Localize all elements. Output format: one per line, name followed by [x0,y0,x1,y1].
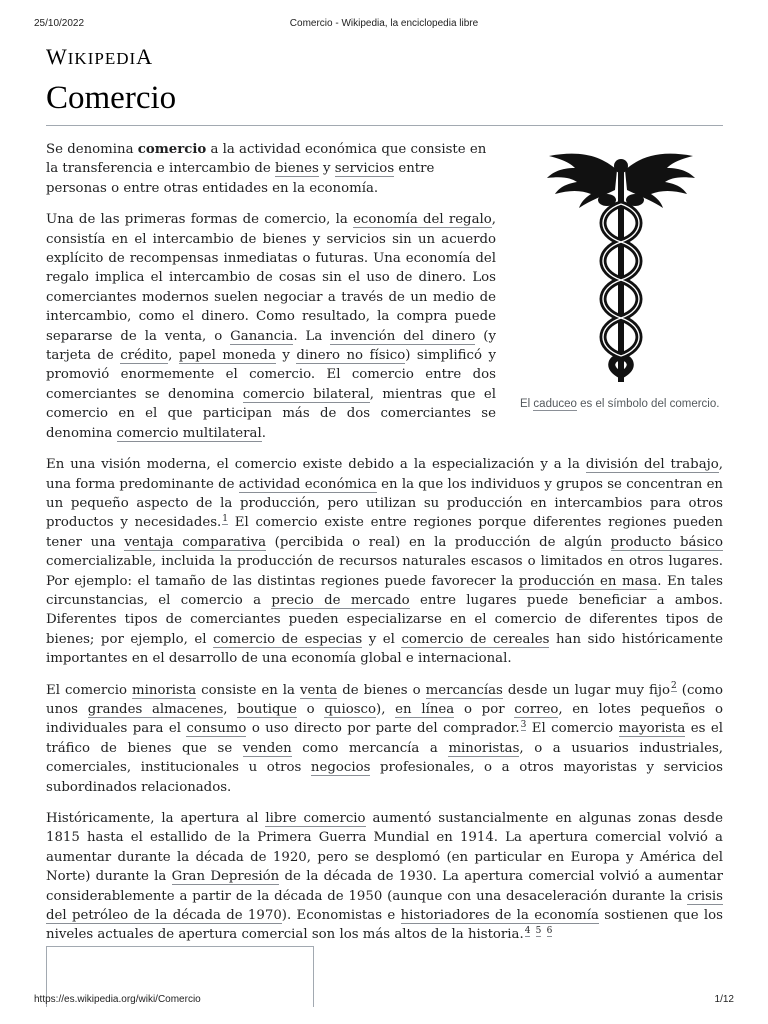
en-linea-link[interactable]: en línea [395,701,455,717]
caption-text: El [520,398,534,410]
caduceus-icon [541,142,701,387]
text: a la actividad económica que consiste en la transferencia e intercambio de [46,142,487,177]
ganancia-link[interactable]: Ganancia [230,328,294,344]
text: y el [362,631,402,647]
paragraph-modern-view [46,455,723,668]
reference-link[interactable]: 6 [546,926,553,937]
negocios-link[interactable]: negocios [310,760,371,776]
bold-term: comercio [137,142,207,157]
text: . En tales circunstancias, el comercio a [46,573,723,608]
text: y [318,161,335,177]
text: En una visión moderna, el comercio existe debido a la especialización y a la [46,457,586,473]
paragraph-history [46,809,723,945]
text: (percibida o real) en la producción de algún [266,534,611,550]
actividad-economica-link[interactable]: actividad económica [238,476,377,492]
caduceus-image[interactable] [518,142,723,392]
text: Históricamente, la apertura al [46,811,266,826]
print-page-title: Comercio - Wikipedia, la enciclopedia libre [289,18,479,29]
text: o [296,701,325,717]
text: o por [454,701,515,717]
venden-link[interactable]: venden [242,740,292,756]
grandes-almacenes-link[interactable]: grandes almacenes [87,701,224,717]
comercio-multilateral-link[interactable]: comercio multilateral [116,425,262,441]
text: , consistía en el intercambio de bienes y servicios sin un acuerdo explícito de recompensas inmediatas o futuras. Una economía del regalo implica el intercambio de cosas sin el uso de dinero. Los comerciantes modernos suelen negociar a través de un medio de intercambio, como el dinero. Como resultado, la compra puede separarse de la venta, o [46,212,496,344]
reference-link[interactable]: 4 [524,926,531,937]
article-body [46,140,723,957]
text: El comercio [526,721,619,737]
precio-de-mercado-link[interactable]: precio de mercado [271,592,410,608]
text: han sido históricamente importantes en el desarrollo de una economía global e internacional. [46,631,723,667]
text: Se denomina [46,142,138,157]
text: , [223,701,238,717]
text: sostienen que los niveles actuales de apertura comercial son los más altos de la historia. [46,908,723,943]
correo-link[interactable]: correo [514,701,559,717]
produccion-en-masa-link[interactable]: producción en masa [518,573,658,589]
text: de bienes o [337,682,426,698]
text: , una forma predominante de [46,457,723,492]
consumo-link[interactable]: consumo [186,721,247,737]
text: . [261,425,266,441]
caption-text: es el símbolo del comercio. [576,398,720,410]
servicios-link[interactable]: servicios [334,161,395,177]
wordmark-middle: IKIPEDI [67,49,137,68]
dinero-no-fisico-link[interactable]: dinero no físico [296,348,406,364]
text: y [275,348,297,364]
minorista-link[interactable]: minorista [132,682,197,698]
text: comercializable, incluida la producción de recursos naturales escasos o limitados en otros lugares. Por ejemplo: el tamaño de las distintas regiones puede favorecer la [46,554,723,589]
text: ). Economistas e [281,908,401,924]
text: , en lotes pequeños o individuales para el [46,701,723,737]
page-number: 1/12 [714,994,734,1005]
text: aumentó sustancialmente en algunas zonas desde 1815 hasta el estallido de la Primera Guerra Mundial en 1914. La apertura comercial volvió a aumentar durante la década de 1920, pero se desplomó (en particular en Europa y América del Norte) durante la [46,811,724,885]
libre-comercio-link[interactable]: libre comercio [265,811,366,826]
wordmark-final: A [136,44,154,69]
economia-del-regalo-link[interactable]: economía del regalo [353,212,492,228]
reference-link[interactable]: 3 [520,719,527,730]
text: consiste en la [196,682,301,698]
quiosco-link[interactable]: quiosco [324,701,376,717]
text: profesionales, o a otros mayoristas y servicios subordinados relacionados. [46,760,723,795]
papel-moneda-link[interactable]: papel moneda [178,348,276,364]
text: desde un lugar muy fijo [502,682,670,698]
venta-link[interactable]: venta [300,682,338,698]
text: , mientras que el comercio en el que participan más de dos comerciantes se denomina [46,386,496,441]
caduceo-link[interactable]: caduceo [533,398,577,410]
title-divider [46,125,723,126]
mercancias-link[interactable]: mercancías [425,682,503,698]
text: Una de las primeras formas de comercio, la [46,212,354,228]
text: como mercancía a [291,740,449,756]
ventaja-comparativa-link[interactable]: ventaja comparativa [124,534,267,550]
crisis-del-petroleo-link[interactable]: crisis del petróleo de la década de 1970 [46,888,723,924]
bienes-link[interactable]: bienes [274,161,319,177]
text: o uso directo por parte del comprador. [246,721,520,737]
invencion-del-dinero-link[interactable]: invención del dinero [330,328,476,344]
text: entre personas o entre otras entidades en la economía. [46,161,435,196]
text: es el tráfico de bienes que se [46,721,723,756]
minoristas-link[interactable]: minoristas [448,740,520,756]
reference-link[interactable]: 5 [535,926,542,937]
comercio-de-cereales-link[interactable]: comercio de cereales [401,631,550,647]
division-del-trabajo-link[interactable]: división del trabajo [585,457,719,473]
credito-link[interactable]: crédito [120,348,169,364]
text: , [168,348,179,364]
text: en la que los individuos y grupos se concentran en un pequeño aspecto de la producción, pero utilizan su producción en intercambios para otros productos y necesidades. [46,476,723,531]
paragraph-retail [46,681,723,797]
text: ) simplificó y promovió enormemente el comercio. El comercio entre dos comerciantes se denomina [46,348,496,402]
text: ), [376,701,396,717]
figure-caduceus [518,142,723,413]
text: (y tarjeta de [46,328,496,364]
text: , o a usuarios industriales, comerciales, institucionales u otros [46,740,723,776]
comercio-de-especias-link[interactable]: comercio de especias [213,631,363,647]
historiadores-de-la-economia-link[interactable]: historiadores de la economía [400,908,599,924]
wordmark-initial: W [46,44,68,69]
mayorista-link[interactable]: mayorista [618,721,686,737]
text: El comercio [46,682,133,698]
print-footer [0,994,768,1008]
print-url: https://es.wikipedia.org/wiki/Comercio [34,994,201,1005]
text: . La [293,328,331,344]
text: de la década de 1930. La apertura comercial volvió a aumentar considerablemente a partir de la década de 1950 (aunque con una desaceleración durante la [46,869,723,904]
text: entre lugares puede beneficiar a ambos. Diferentes tipos de comerciantes pueden especializarse en el comercio de diferentes tipos de bienes; por ejemplo, el [46,592,723,647]
page-title: Comercio [46,80,177,116]
reference-link[interactable]: 1 [222,513,229,524]
wikipedia-wordmark[interactable] [46,44,153,70]
figure-caption [518,392,723,413]
comercio-bilateral-link[interactable]: comercio bilateral [242,386,370,402]
print-header [0,18,768,32]
reference-link[interactable]: 2 [671,681,677,692]
producto-basico-link[interactable]: producto básico [610,534,723,550]
boutique-link[interactable]: boutique [237,701,297,717]
text: (como unos [46,682,724,717]
print-date: 25/10/2022 [34,18,85,29]
gran-depresion-link[interactable]: Gran Depresión [171,869,280,885]
text: El comercio existe entre regiones porque diferentes regiones pueden tener una [46,515,723,550]
